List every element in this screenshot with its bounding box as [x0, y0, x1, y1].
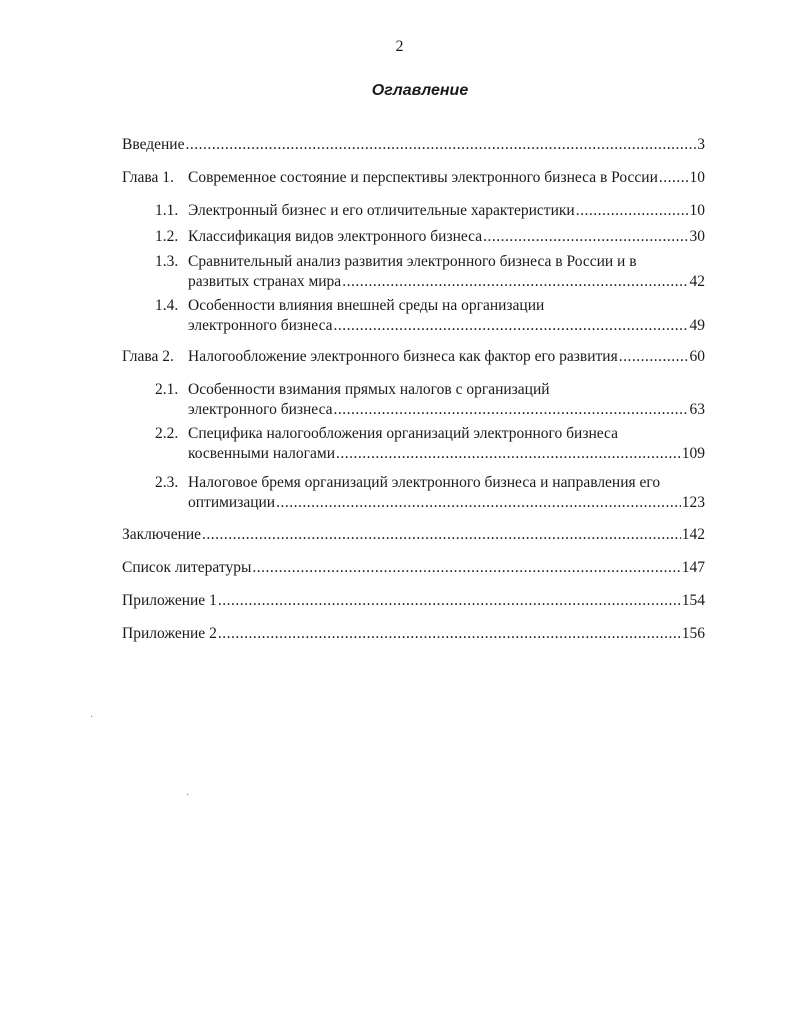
toc-entry-text: Электронный бизнес и его отличительные характеристики: [188, 202, 575, 219]
toc-entry-chapter-1[interactable]: [122, 168, 705, 188]
toc-entry-number: 1.4.: [155, 297, 179, 314]
toc-leader-dots: [659, 168, 689, 188]
toc-leader-dots: [185, 135, 696, 155]
toc-entry-section-2-2[interactable]: [155, 424, 705, 464]
toc-entry-page: 142: [681, 526, 705, 543]
toc-entry-section-1-3[interactable]: [155, 252, 705, 292]
toc-leader-dots: [276, 493, 681, 513]
toc-entry-appendix-2[interactable]: [122, 624, 705, 644]
toc-entry-page: 49: [689, 317, 705, 334]
toc-entry-text: Современное состояние и перспективы электронного бизнеса в России: [188, 169, 658, 186]
toc-leader-dots: [336, 444, 681, 464]
toc-entry-text: Приложение 1: [122, 592, 217, 609]
toc-entry-text: Список литературы: [122, 559, 252, 576]
toc-entry-text: Налогообложение электронного бизнеса как фактор его развития: [188, 348, 618, 365]
toc-entry-page: 63: [689, 401, 705, 418]
toc-leader-dots: [334, 400, 689, 420]
toc-entry-section-1-2[interactable]: [155, 227, 705, 247]
toc-leader-dots: [252, 558, 680, 578]
toc-entry-conclusion[interactable]: [122, 525, 705, 545]
toc-entry-page: 156: [681, 625, 705, 642]
scan-speck: ·: [90, 712, 94, 723]
toc-entry-text: Особенности влияния внешней среды на организации: [188, 297, 545, 314]
toc-entry-text: Введение: [122, 136, 185, 153]
toc-entry-text: Специфика налогообложения организаций электронного бизнеса: [188, 425, 618, 442]
toc-leader-dots: [619, 347, 689, 367]
toc-entry-text: Налоговое бремя организаций электронного бизнеса и направления его: [188, 474, 661, 491]
toc-title: Оглавление: [371, 82, 469, 99]
toc-leader-dots: [576, 201, 689, 221]
toc-entry-number: Глава 1.: [122, 169, 174, 186]
toc-leader-dots: [218, 591, 681, 611]
toc-entry-number: 2.1.: [155, 381, 179, 398]
toc-entry-number: 2.3.: [155, 474, 179, 491]
page-number: 2: [395, 38, 404, 55]
toc-entry-number: 2.2.: [155, 425, 179, 442]
scan-speck: ·: [186, 790, 190, 801]
toc-entry-section-1-1[interactable]: [155, 201, 705, 221]
toc-entry-number: 1.1.: [155, 202, 179, 219]
toc-leader-dots: [202, 525, 681, 545]
toc-entry-page: 123: [681, 494, 705, 511]
toc-entry-number: 1.3.: [155, 253, 179, 270]
toc-entry-text: Классификация видов электронного бизнеса: [188, 228, 483, 245]
toc-entry-text-continued: электронного бизнеса: [188, 317, 333, 334]
toc-entry-text: Сравнительный анализ развития электронного бизнеса в России и в: [188, 253, 637, 270]
toc-entry-page: 3: [697, 136, 705, 153]
toc-entry-text: Особенности взимания прямых налогов с организаций: [188, 381, 550, 398]
toc-entry-introduction[interactable]: [122, 135, 705, 155]
toc-entry-page: 109: [681, 445, 705, 462]
toc-entry-section-2-1[interactable]: [155, 380, 705, 420]
toc-entry-page: 42: [689, 273, 705, 290]
toc-entry-text: Приложение 2: [122, 625, 217, 642]
toc-entry-section-1-4[interactable]: [155, 296, 705, 336]
toc-leader-dots: [218, 624, 681, 644]
toc-entry-number: Глава 2.: [122, 348, 174, 365]
toc-entry-page: 60: [689, 348, 705, 365]
toc-entry-appendix-1[interactable]: [122, 591, 705, 611]
toc-leader-dots: [342, 272, 688, 292]
toc-entry-page: 10: [689, 202, 705, 219]
toc-entry-page: 147: [681, 559, 705, 576]
toc-leader-dots: [334, 316, 689, 336]
toc-entry-section-2-3[interactable]: [155, 473, 705, 513]
toc-entry-chapter-2[interactable]: [122, 347, 705, 367]
toc-entry-text-continued: косвенными налогами: [188, 445, 335, 462]
toc-entry-page: 30: [689, 228, 705, 245]
toc-entry-text: Заключение: [122, 526, 202, 543]
toc-entry-text-continued: электронного бизнеса: [188, 401, 333, 418]
toc-entry-text-continued: развитых странах мира: [188, 273, 342, 290]
toc-entry-page: 10: [689, 169, 705, 186]
toc-entry-page: 154: [681, 592, 705, 609]
toc-entry-bibliography[interactable]: [122, 558, 705, 578]
toc-leader-dots: [483, 227, 688, 247]
toc-entry-number: 1.2.: [155, 228, 179, 245]
toc-entry-text-continued: оптимизации: [188, 494, 276, 511]
